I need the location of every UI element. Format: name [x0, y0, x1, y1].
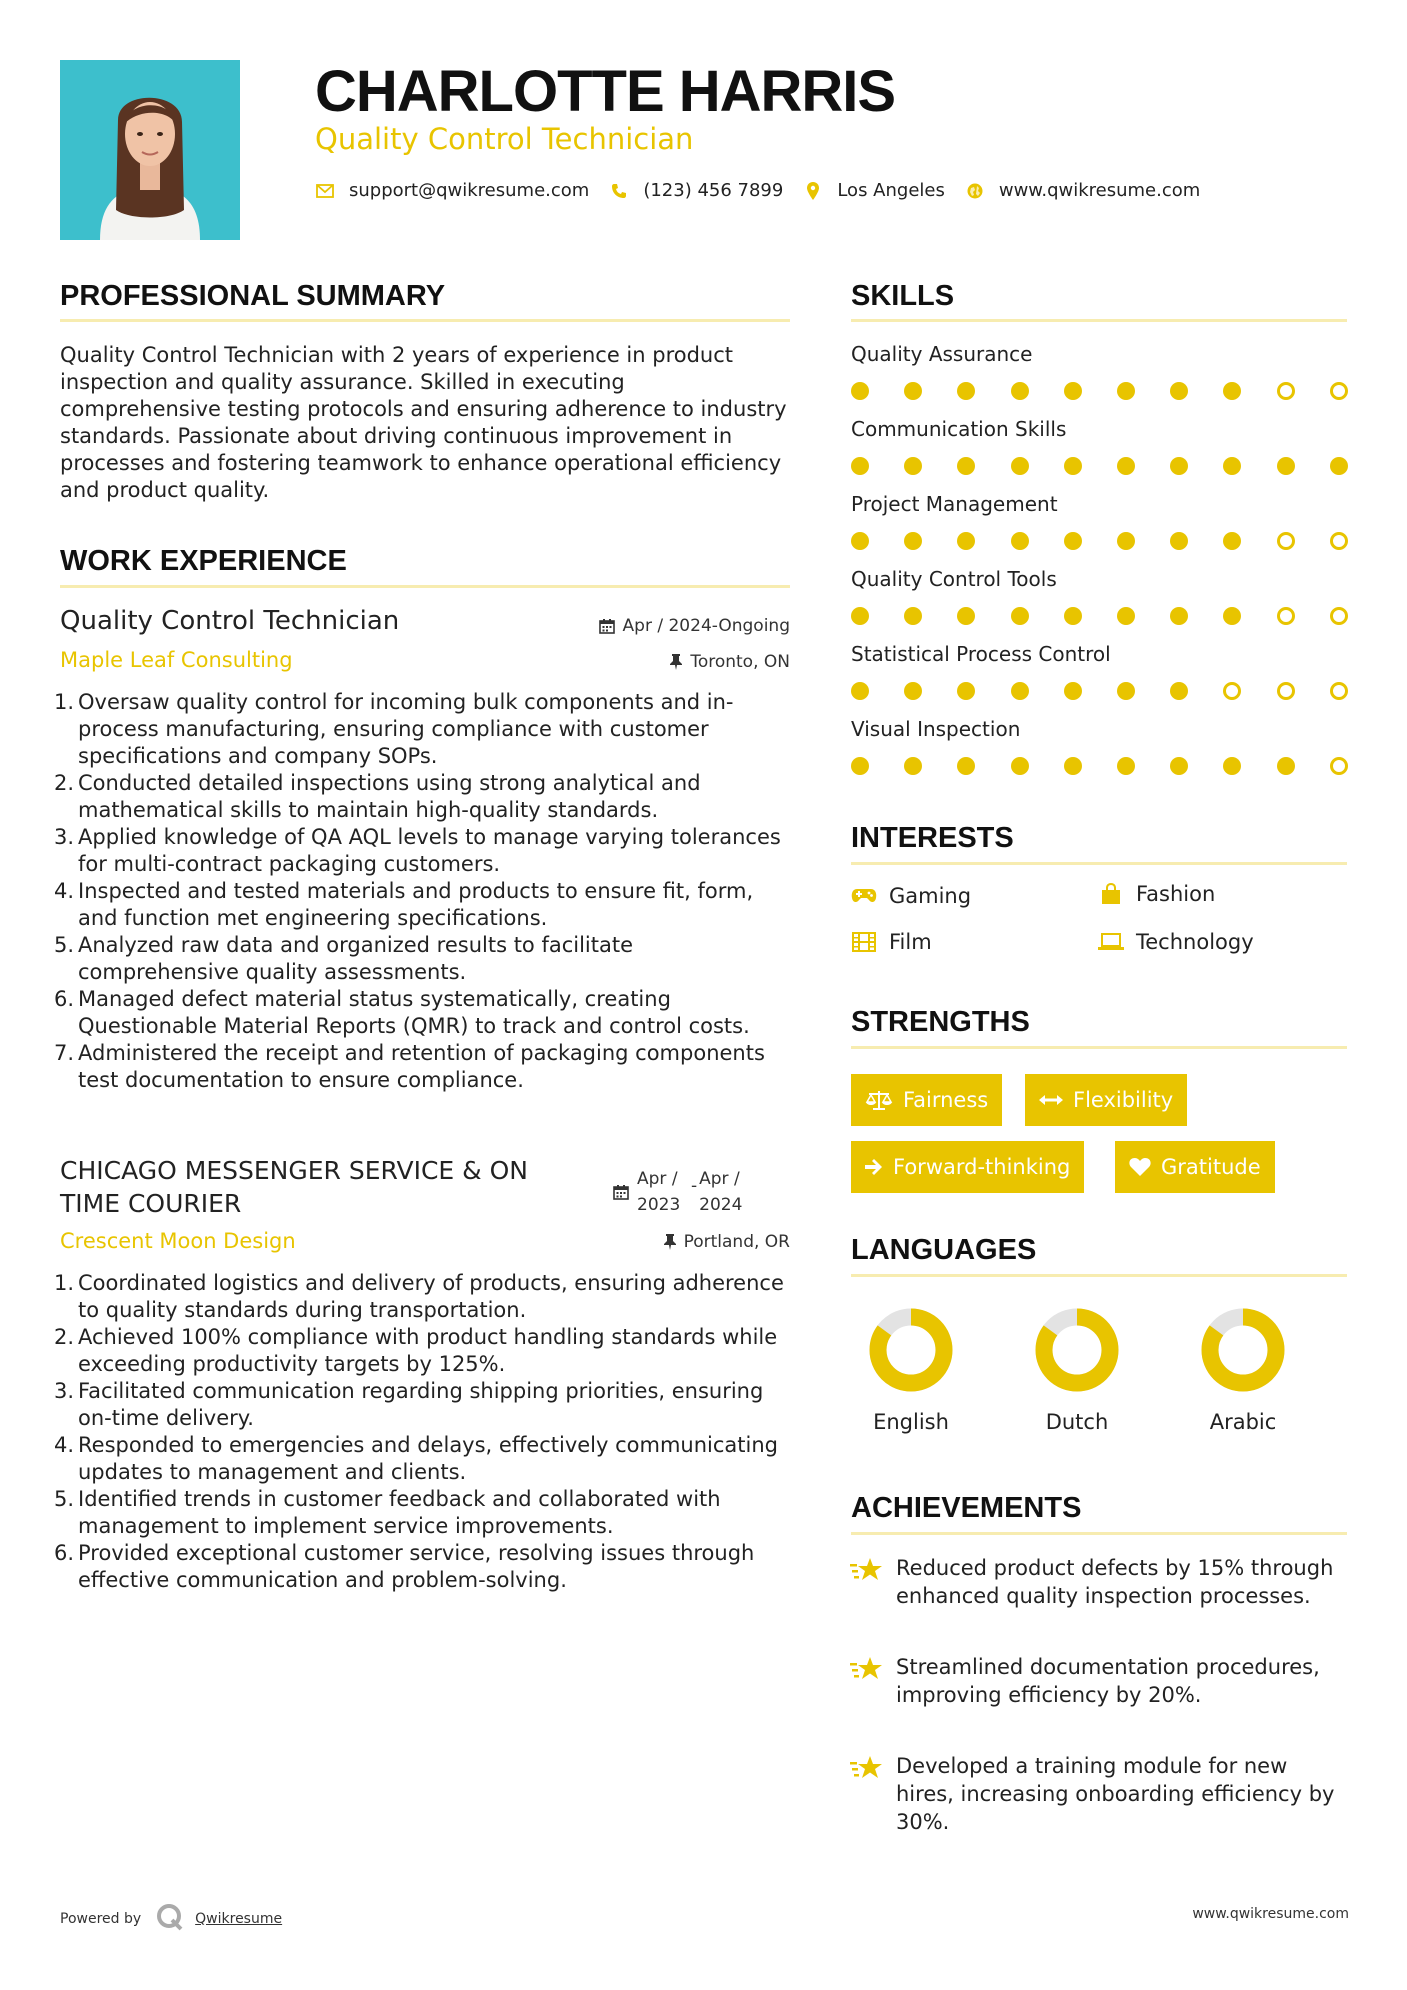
strength-forward-thinking — [851, 1141, 1084, 1193]
job-2-company: Crescent Moon Design — [60, 1229, 296, 1253]
rating-dot-filled — [904, 382, 922, 400]
duty-item — [54, 986, 790, 1040]
duty-item — [54, 1378, 790, 1432]
duty-number: 3. — [54, 1379, 75, 1403]
skill-rating — [851, 532, 1383, 550]
strength-gratitude — [1115, 1141, 1275, 1193]
interest-technology-label: Technology — [1136, 930, 1254, 954]
heart-icon — [1129, 1157, 1151, 1177]
achievement-text: Streamlined documentation procedures, improving efficiency by 20%. — [896, 1655, 1320, 1707]
rating-dot-filled — [1011, 532, 1029, 550]
achievement-item — [850, 1653, 1350, 1709]
language-donut — [1033, 1306, 1121, 1394]
interest-gaming-label: Gaming — [889, 884, 972, 908]
duty-number: 5. — [54, 933, 75, 957]
interest-film-label: Film — [889, 930, 932, 954]
interest-technology — [1098, 930, 1254, 954]
rating-dot-filled — [957, 682, 975, 700]
rating-dot-empty — [1330, 682, 1348, 700]
duty-number: 6. — [54, 987, 75, 1011]
shopping-bag-icon — [1098, 883, 1124, 905]
strength-flexibility-label: Flexibility — [1073, 1088, 1174, 1112]
rating-dot-filled — [1011, 607, 1029, 625]
achievements-heading: ACHIEVEMENTS — [851, 1492, 1082, 1524]
rating-dot-filled — [1011, 382, 1029, 400]
rating-dot-empty — [1277, 532, 1295, 550]
achievement-text: Reduced product defects by 15% through enhanced quality inspection processes. — [896, 1556, 1334, 1608]
duty-text: Provided exceptional customer service, resolving issues through effective communication and problem-solving. — [78, 1541, 755, 1592]
qwikresume-logo-icon — [155, 1902, 185, 1936]
strength-forward-thinking-label: Forward-thinking — [893, 1155, 1071, 1179]
rating-dot-empty — [1330, 607, 1348, 625]
rating-dot-filled — [904, 532, 922, 550]
duty-number: 7. — [54, 1041, 75, 1065]
rating-dot-filled — [1117, 382, 1135, 400]
rating-dot-filled — [1064, 607, 1082, 625]
rating-dot-filled — [1223, 532, 1241, 550]
rating-dot-filled — [1117, 682, 1135, 700]
duty-number: 4. — [54, 1433, 75, 1457]
rating-dot-filled — [1223, 382, 1241, 400]
rating-dot-filled — [957, 382, 975, 400]
qwikresume-link[interactable]: Qwikresume — [195, 1911, 283, 1927]
duty-item — [54, 824, 790, 878]
job-1-duties — [54, 689, 790, 1094]
skill-name: Statistical Process Control — [851, 642, 1111, 666]
skill-rating — [851, 382, 1383, 400]
calendar-icon — [599, 618, 615, 634]
job-2-date-start: Apr / 2023 — [637, 1169, 681, 1215]
duty-item — [54, 1432, 790, 1486]
duty-text: Applied knowledge of QA AQL levels to manage varying tolerances for multi-contract packaging customers. — [78, 825, 781, 876]
language-name: Arabic — [1209, 1410, 1277, 1434]
rating-dot-filled — [851, 532, 869, 550]
skill-name: Communication Skills — [851, 417, 1067, 441]
language-item — [846, 1306, 976, 1434]
job-2-dates — [613, 1166, 753, 1218]
contact-email[interactable]: support@qwikresume.com — [349, 180, 590, 201]
duty-text: Facilitated communication regarding shipping priorities, ensuring on-time delivery. — [78, 1379, 764, 1430]
experience-divider — [60, 585, 790, 588]
job-1-location — [670, 652, 790, 672]
duty-item — [54, 689, 790, 770]
job-title-header: Quality Control Technician — [315, 122, 694, 156]
rating-dot-filled — [904, 682, 922, 700]
interests-divider — [851, 862, 1347, 865]
duty-number: 2. — [54, 1325, 75, 1349]
rating-dot-empty — [1277, 682, 1295, 700]
pushpin-icon — [664, 1234, 676, 1250]
rating-dot-filled — [957, 607, 975, 625]
trophy-star-icon — [850, 1655, 886, 1709]
skill-rating — [851, 757, 1383, 775]
map-pin-icon — [803, 181, 823, 201]
rating-dot-empty — [1277, 607, 1295, 625]
phone-icon — [609, 181, 629, 201]
rating-dot-filled — [1117, 757, 1135, 775]
arrows-horizontal-icon — [1039, 1094, 1063, 1106]
interest-fashion-label: Fashion — [1136, 882, 1216, 906]
rating-dot-filled — [1170, 682, 1188, 700]
duty-number: 2. — [54, 771, 75, 795]
powered-by-label: Powered by — [60, 1911, 142, 1927]
duty-number: 3. — [54, 825, 75, 849]
globe-icon — [965, 181, 985, 201]
film-icon — [851, 931, 877, 953]
language-donut — [1199, 1306, 1287, 1394]
duty-item — [54, 1270, 790, 1324]
strength-flexibility — [1025, 1074, 1187, 1126]
language-name: English — [873, 1410, 949, 1434]
footer-website[interactable]: www.qwikresume.com — [1192, 1906, 1349, 1922]
rating-dot-filled — [851, 457, 869, 475]
rating-dot-filled — [1064, 532, 1082, 550]
job-1-dates — [599, 616, 790, 636]
rating-dot-filled — [1117, 457, 1135, 475]
rating-dot-empty — [1277, 382, 1295, 400]
job-2-title: CHICAGO MESSENGER SERVICE & ON TIME COURIER — [60, 1156, 528, 1218]
summary-heading: PROFESSIONAL SUMMARY — [60, 280, 446, 312]
rating-dot-filled — [957, 532, 975, 550]
languages-divider — [851, 1274, 1347, 1277]
duty-text: Inspected and tested materials and products to ensure fit, form, and function met engineering specifications. — [78, 879, 754, 930]
rating-dot-filled — [904, 457, 922, 475]
skills-heading: SKILLS — [851, 280, 955, 312]
rating-dot-filled — [1064, 382, 1082, 400]
rating-dot-filled — [1064, 457, 1082, 475]
skills-divider — [851, 319, 1347, 322]
contact-website[interactable]: www.qwikresume.com — [998, 180, 1201, 201]
summary-divider — [60, 319, 790, 322]
rating-dot-filled — [1170, 757, 1188, 775]
pushpin-icon — [670, 654, 682, 670]
strengths-divider — [851, 1046, 1347, 1049]
duty-number: 5. — [54, 1487, 75, 1511]
skill-name: Visual Inspection — [851, 717, 1021, 741]
contact-location: Los Angeles — [837, 180, 945, 201]
rating-dot-empty — [1223, 682, 1241, 700]
duty-text: Coordinated logistics and delivery of products, ensuring adherence to quality standards during transportation. — [78, 1271, 784, 1322]
rating-dot-filled — [1011, 682, 1029, 700]
duty-number: 1. — [54, 1271, 75, 1295]
duty-item — [54, 770, 790, 824]
rating-dot-filled — [1170, 382, 1188, 400]
rating-dot-filled — [1170, 607, 1188, 625]
rating-dot-filled — [1330, 457, 1348, 475]
job-1-location-text: Toronto, ON — [690, 652, 790, 672]
rating-dot-filled — [1170, 532, 1188, 550]
rating-dot-filled — [1170, 457, 1188, 475]
skill-name: Project Management — [851, 492, 1058, 516]
job-2-duties — [54, 1270, 790, 1594]
contact-phone[interactable]: (123) 456 7899 — [643, 180, 784, 201]
duty-item — [54, 1540, 790, 1594]
job-2-location — [664, 1232, 790, 1252]
achievement-text: Developed a training module for new hires, increasing onboarding efficiency by 30%. — [896, 1754, 1335, 1834]
achievement-item — [850, 1554, 1350, 1610]
experience-heading: WORK EXPERIENCE — [60, 545, 347, 577]
contact-bar — [315, 180, 1220, 201]
duty-item — [54, 1324, 790, 1378]
skill-rating — [851, 607, 1383, 625]
language-name: Dutch — [1045, 1410, 1109, 1434]
achievements-divider — [851, 1532, 1347, 1535]
strength-fairness — [851, 1074, 1002, 1126]
language-item — [1012, 1306, 1142, 1434]
rating-dot-filled — [851, 682, 869, 700]
language-donut — [867, 1306, 955, 1394]
strengths-heading: STRENGTHS — [851, 1006, 1030, 1038]
skill-rating — [851, 457, 1383, 475]
duty-item — [54, 878, 790, 932]
duty-text: Oversaw quality control for incoming bulk components and in-process manufacturing, ensuring compliance with customer specifications and company SOPs. — [78, 690, 734, 768]
rating-dot-filled — [1117, 607, 1135, 625]
rating-dot-filled — [957, 457, 975, 475]
duty-text: Achieved 100% compliance with product handling standards while exceeding productivity targets by 125%. — [78, 1325, 778, 1376]
job-1-title: Quality Control Technician — [60, 606, 400, 636]
candidate-name: CHARLOTTE HARRIS — [315, 59, 896, 124]
duty-number: 1. — [54, 690, 75, 714]
rating-dot-filled — [851, 382, 869, 400]
duty-number: 4. — [54, 879, 75, 903]
rating-dot-filled — [1277, 757, 1295, 775]
rating-dot-empty — [1330, 757, 1348, 775]
job-1-company: Maple Leaf Consulting — [60, 648, 293, 672]
rating-dot-filled — [1011, 457, 1029, 475]
skill-name: Quality Assurance — [851, 342, 1033, 366]
rating-dot-filled — [851, 757, 869, 775]
job-2-date-separator: - — [691, 1176, 698, 1196]
strength-fairness-label: Fairness — [903, 1088, 989, 1112]
duty-text: Responded to emergencies and delays, effectively communicating updates to management and clients. — [78, 1433, 778, 1484]
strength-gratitude-label: Gratitude — [1161, 1155, 1261, 1179]
duty-item — [54, 932, 790, 986]
job-1-dates-text: Apr / 2024-Ongoing — [622, 616, 790, 636]
rating-dot-filled — [957, 757, 975, 775]
rating-dot-filled — [1064, 757, 1082, 775]
duty-item — [54, 1040, 790, 1094]
rating-dot-filled — [1223, 457, 1241, 475]
calendar-icon — [613, 1184, 629, 1200]
rating-dot-filled — [904, 607, 922, 625]
interest-fashion — [1098, 882, 1215, 906]
duty-text: Identified trends in customer feedback and collaborated with management to implement service improvements. — [78, 1487, 721, 1538]
gamepad-icon — [851, 885, 877, 907]
interest-film — [851, 930, 932, 954]
summary-text: Quality Control Technician with 2 years of experience in product inspection and quality assurance. Skilled in executing comprehensive testing protocols and ensuring adherence to industry standards. Passionate about driving continuous improvement in processes and fostering teamwork to enhance operational efficiency and product quality. — [60, 343, 787, 502]
skill-name: Quality Control Tools — [851, 567, 1057, 591]
laptop-icon — [1098, 931, 1124, 953]
language-item — [1178, 1306, 1308, 1434]
rating-dot-filled — [1011, 757, 1029, 775]
duty-text: Analyzed raw data and organized results to facilitate comprehensive quality assessments. — [78, 933, 634, 984]
trophy-star-icon — [850, 1754, 886, 1836]
rating-dot-filled — [851, 607, 869, 625]
rating-dot-filled — [1277, 457, 1295, 475]
duty-number: 6. — [54, 1541, 75, 1565]
duty-text: Conducted detailed inspections using strong analytical and mathematical skills to maintain high-quality standards. — [78, 771, 701, 822]
rating-dot-empty — [1330, 532, 1348, 550]
skill-rating — [851, 682, 1383, 700]
languages-heading: LANGUAGES — [851, 1234, 1037, 1266]
profile-photo — [60, 60, 240, 240]
balance-scale-icon — [865, 1089, 893, 1111]
rating-dot-filled — [904, 757, 922, 775]
achievement-item — [850, 1752, 1350, 1836]
interest-gaming — [851, 884, 971, 908]
trophy-star-icon — [850, 1556, 886, 1610]
job-2-date-end: Apr / 2024 — [699, 1169, 743, 1215]
rating-dot-filled — [1223, 607, 1241, 625]
footer-powered-by — [60, 1902, 282, 1936]
arrow-right-icon — [865, 1158, 883, 1176]
interests-heading: INTERESTS — [851, 822, 1014, 854]
job-2-location-text: Portland, OR — [683, 1232, 790, 1252]
duty-item — [54, 1486, 790, 1540]
duty-text: Managed defect material status systematically, creating Questionable Material Reports (QMR) to track and control costs. — [78, 987, 750, 1038]
envelope-icon — [315, 181, 335, 201]
rating-dot-filled — [1064, 682, 1082, 700]
duty-text: Administered the receipt and retention of packaging components test documentation to ensure compliance. — [78, 1041, 765, 1092]
rating-dot-empty — [1330, 382, 1348, 400]
rating-dot-filled — [1223, 757, 1241, 775]
rating-dot-filled — [1117, 532, 1135, 550]
